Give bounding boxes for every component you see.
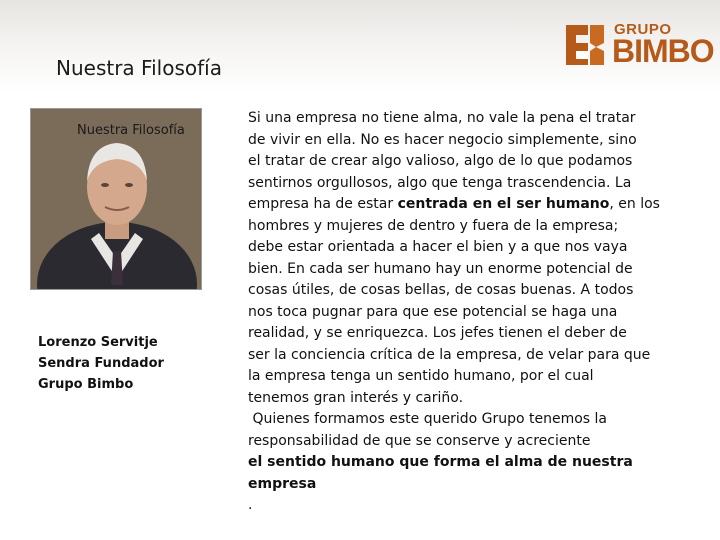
text-line: tenemos gran interés y cariño. [248,389,464,406]
person-caption [38,332,198,395]
text-line: bien. En cada ser humano hay un enorme potencial de [248,260,633,277]
emphasis-text: el sentido humano que forma el alma de nuestra [248,454,633,470]
text-line: . [248,497,253,513]
text-line: Quienes formamos este querido Grupo tenemos la [248,411,608,427]
person-caption-line: Sendra Fundador [38,356,164,371]
text-line: ser la conciencia crítica de la empresa, de velar para que [248,346,651,363]
text-line: el tratar de crear algo valioso, algo de lo que podamos [248,153,633,169]
portrait-photo [30,108,202,290]
emphasis-text: centrada en el ser humano [397,196,610,212]
text-line: responsabilidad de que se conserve y acreciente [248,432,591,449]
text-line [248,194,668,216]
text-segment: , en los [609,196,660,212]
text-segment: empresa ha de estar [248,196,398,212]
text-line: hombres y mujeres de dentro y fuera de la empresa; [248,217,619,234]
text-line: Si una empresa no tiene alma, no vale la pena el tratar [248,110,636,126]
grupo-bimbo-logo [562,18,712,72]
logo-word-bimbo: BIMBO [612,33,714,69]
text-line [248,452,668,474]
text-line: debe estar orientada a hacer el bien y a que nos vaya [248,239,628,255]
text-line: nos toca pugnar para que ese potencial se haga una [248,303,618,320]
text-line: cosas útiles, de cosas bellas, de cosas buenas. A todos [248,282,634,298]
text-line: de vivir en ella. No es hacer negocio simplemente, sino [248,131,637,148]
logo-word-grupo: GRUPO [614,21,672,38]
bimbo-logo-icon [562,21,608,69]
text-line: realidad, y se enriquezca. Los jefes tienen el deber de [248,325,627,341]
text-line [248,474,668,496]
philosophy-text [248,108,668,517]
text-line: sentirnos orgullosos, algo que tenga trascendencia. La [248,174,632,191]
text-line: la empresa tenga un sentido humano, por el cual [248,368,594,384]
person-caption-line: Grupo Bimbo [38,377,134,392]
person-caption-line: Lorenzo Servitje [38,335,158,350]
photo-caption: Nuestra Filosofía [77,123,185,138]
emphasis-text: empresa [248,475,317,492]
slide-title: Nuestra Filosofía [56,56,222,80]
